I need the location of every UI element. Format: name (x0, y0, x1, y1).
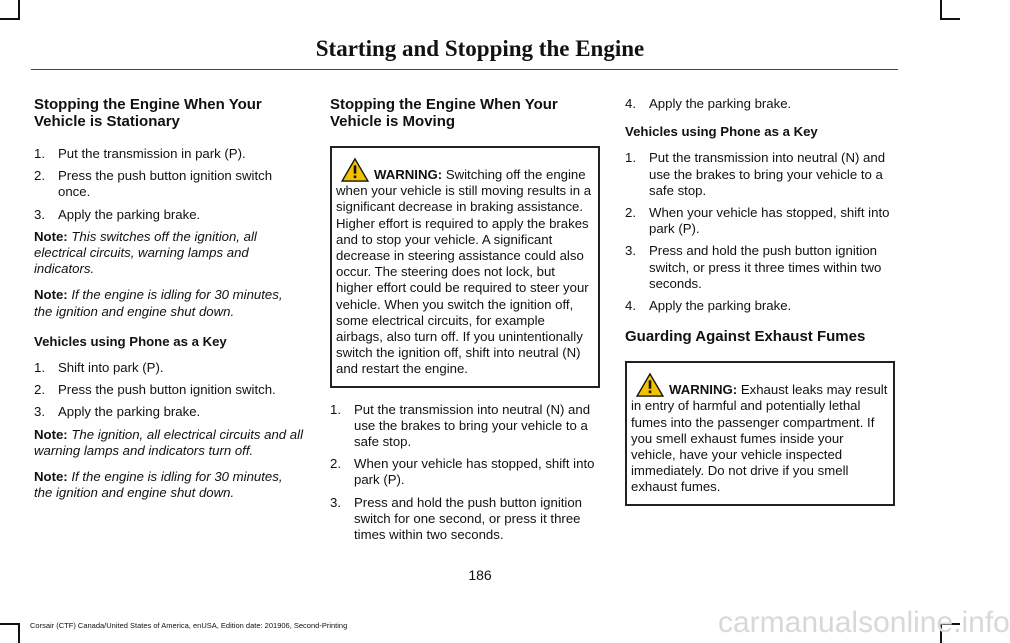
warning-triangle-icon (635, 373, 665, 397)
step-number: 2. (34, 168, 45, 184)
step-text: When your vehicle has stopped, shift into park (P). (354, 456, 595, 488)
step-number: 4. (625, 96, 636, 111)
subheading-phone-key: Vehicles using Phone as a Key (34, 333, 227, 349)
list-item (625, 205, 895, 237)
warning-box (625, 361, 895, 505)
crop-mark (18, 623, 20, 643)
list-item (330, 495, 600, 544)
step-number: 3. (330, 494, 341, 510)
warning-text: Switching off the engine when your vehicle is still moving results in a significant decrease in braking assistance. Higher effort is required to apply the brakes and to stop your vehicle. A significant decrease in steering assistance could also occur. The steering does not lock, but higher effort could be required to steer your vehicle. When you switch the ignition off, some electrical circuits, for example airbags, also turn off. If you unintentionally switch the ignition off, shift into neutral (N) and restart the engine. (336, 167, 592, 377)
crop-mark (0, 18, 20, 20)
column-1 (34, 96, 304, 511)
list-item (34, 404, 304, 420)
step-text: Apply the parking brake. (58, 404, 201, 420)
note (34, 427, 304, 459)
steps-list-stationary (34, 146, 304, 223)
warning-label: WARNING: (669, 382, 738, 398)
section-heading-stationary: Stopping the Engine When Your Vehicle is Stationary (34, 96, 262, 130)
step-number: 1. (34, 146, 45, 161)
watermark: carmanualsonline.info (718, 606, 1010, 639)
page-number: 186 (468, 567, 492, 583)
note (34, 287, 304, 319)
note-text: If the engine is idling for 30 minutes, the ignition and engine shut down. (34, 469, 283, 501)
step-number: 1. (330, 401, 341, 417)
steps-list-moving (330, 402, 600, 544)
list-item (330, 456, 600, 488)
note-label: Note: (34, 426, 68, 442)
section-heading-exhaust: Guarding Against Exhaust Fumes (625, 328, 866, 346)
note-text: This switches off the ignition, all electrical circuits, warning lamps and indicators. (34, 228, 257, 277)
steps-list-moving-continued (625, 96, 895, 112)
step-number: 4. (625, 298, 636, 314)
step-number: 3. (34, 404, 45, 420)
column-3 (625, 96, 895, 520)
page-title: Starting and Stopping the Engine (315, 36, 645, 61)
section-heading-moving: Stopping the Engine When Your Vehicle is Moving (330, 96, 558, 130)
list-item (34, 168, 304, 200)
step-number: 2. (625, 205, 636, 221)
list-item (34, 360, 304, 376)
step-number: 1. (34, 360, 45, 376)
warning-box (330, 146, 600, 388)
step-text: Put the transmission in park (P). (58, 146, 246, 161)
subheading-phone-key: Vehicles using Phone as a Key (625, 124, 818, 140)
warning-label: WARNING: (374, 167, 443, 182)
note-text: If the engine is idling for 30 minutes, the ignition and engine shut down. (34, 287, 283, 319)
column-2 (330, 96, 600, 549)
step-text: Press the push button ignition switch once. (58, 168, 273, 200)
step-number: 1. (625, 150, 636, 166)
list-item (330, 402, 600, 451)
step-text: Apply the parking brake. (649, 96, 792, 111)
warning-triangle-icon (340, 158, 370, 182)
note-text: The ignition, all electrical circuits and all warning lamps and indicators turn off. (34, 426, 303, 458)
step-text: Apply the parking brake. (58, 206, 201, 222)
warning-text: Exhaust leaks may result in entry of harmful and potentially lethal fumes into the passenger compartment. If you smell exhaust fumes inside your vehicle, have your vehicle inspected immediately. Do not drive if you smell exhaust fumes. (631, 382, 888, 495)
footer-edition-text: Corsair (CTF) Canada/United States of America, enUSA, Edition date: 201906, Second-Printing (30, 621, 348, 630)
list-item (625, 96, 895, 112)
note-label: Note: (34, 228, 68, 244)
step-number: 2. (34, 382, 45, 398)
step-text: Put the transmission into neutral (N) and use the brakes to bring your vehicle to a safe stop. (354, 401, 591, 450)
list-item (625, 150, 895, 199)
list-item (34, 207, 304, 223)
note-label: Note: (34, 287, 68, 303)
note (34, 469, 304, 501)
step-number: 2. (330, 456, 341, 472)
step-number: 3. (625, 243, 636, 259)
list-item (625, 243, 895, 292)
step-number: 3. (34, 206, 45, 222)
list-item (34, 146, 304, 162)
crop-mark (940, 0, 942, 20)
steps-list-phone-key (34, 360, 304, 421)
step-text: Shift into park (P). (58, 360, 164, 376)
step-text: Press the push button ignition switch. (58, 382, 276, 398)
crop-mark (18, 0, 20, 20)
list-item (625, 298, 895, 314)
step-text: Press and hold the push button ignition switch, or press it three times within two seconds. (649, 243, 882, 291)
step-text: Put the transmission into neutral (N) and use the brakes to bring your vehicle to a safe stop. (649, 150, 886, 198)
note-label: Note: (34, 469, 68, 485)
step-text: Apply the parking brake. (649, 298, 792, 314)
note (34, 229, 304, 278)
crop-mark (940, 18, 960, 20)
list-item (34, 382, 304, 398)
steps-list-phone-key-moving (625, 150, 895, 314)
step-text: When your vehicle has stopped, shift into park (P). (649, 205, 890, 237)
step-text: Press and hold the push button ignition switch for one second, or press it three times within two seconds. (354, 494, 583, 543)
header-divider (31, 69, 898, 70)
crop-mark (0, 623, 20, 625)
